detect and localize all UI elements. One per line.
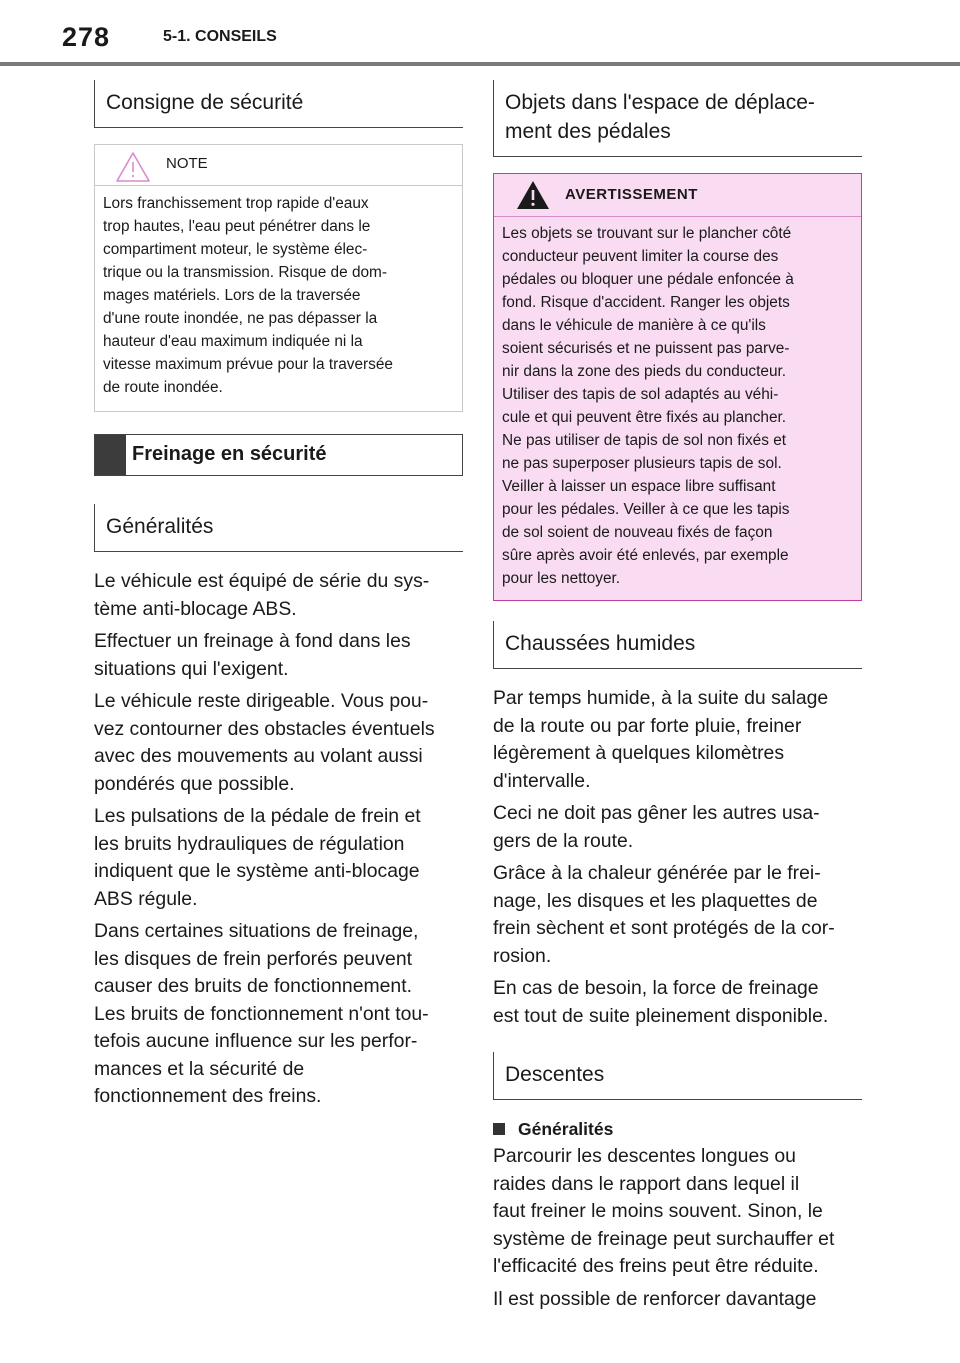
text-line: raides dans le rapport dans lequel il bbox=[493, 1172, 800, 1195]
note-line: trop hautes, l'eau peut pénétrer dans le bbox=[103, 218, 371, 235]
warning-line: dans le véhicule de manière à ce qu'ils bbox=[502, 317, 766, 334]
note-line: mages matériels. Lors de la traversée bbox=[103, 287, 361, 304]
warning-line: ne pas superposer plusieurs tapis de sol. bbox=[502, 455, 782, 472]
warning-line: pour les nettoyer. bbox=[502, 570, 621, 587]
note-line: d'une route inondée, ne pas dépasser la bbox=[103, 310, 378, 327]
page-number: 278 bbox=[62, 22, 111, 52]
warning-line: pour les pédales. Veiller à ce que les tapis bbox=[502, 501, 790, 518]
note-line: de route inondée. bbox=[103, 379, 223, 396]
warning-line: de sol soient de nouveau fixés de façon bbox=[502, 524, 773, 541]
warning-line: fond. Risque d'accident. Ranger les objets bbox=[502, 294, 790, 311]
warning-triangle-icon bbox=[516, 180, 550, 210]
text-line: causer des bruits de fonctionnement. bbox=[94, 975, 412, 997]
text-line: gers de la route. bbox=[493, 829, 634, 852]
text-line: avec des mouvements au volant aussi bbox=[94, 745, 423, 767]
square-bullet-icon bbox=[493, 1123, 505, 1135]
text-line: Grâce à la chaleur générée par le frei- bbox=[493, 862, 821, 884]
text-line: Les bruits de fonctionnement n'ont tou- bbox=[94, 1002, 429, 1025]
header-rule bbox=[0, 62, 960, 66]
pedal-objects-heading bbox=[493, 80, 862, 157]
note-line: trique ou la transmission. Risque de dom- bbox=[103, 264, 388, 281]
paragraph bbox=[493, 975, 862, 1030]
paragraph bbox=[94, 688, 463, 798]
paragraph bbox=[94, 628, 463, 683]
text-line: d'intervalle. bbox=[493, 769, 591, 792]
text-line: faut freiner le moins souvent. Sinon, le bbox=[493, 1200, 823, 1222]
text-line: Le véhicule reste dirigeable. Vous pou- bbox=[94, 690, 429, 712]
text-line: mances et la sécurité de bbox=[94, 1057, 305, 1080]
text-line: frein sèchent et sont protégés de la cor- bbox=[493, 917, 835, 939]
heading-block-marker bbox=[95, 435, 126, 475]
page-header bbox=[0, 0, 960, 66]
warning-label: AVERTISSEMENT bbox=[565, 186, 698, 203]
text-line: Dans certaines situations de freinage, bbox=[94, 920, 419, 942]
general-heading: Généralités bbox=[94, 504, 463, 552]
text-line: Effectuer un freinage à fond dans les bbox=[94, 630, 411, 652]
caution-triangle-icon bbox=[115, 151, 151, 183]
note-box bbox=[94, 144, 463, 412]
warning-line: Veiller à laisser un espace libre suffisant bbox=[502, 478, 776, 495]
left-column bbox=[94, 80, 463, 1116]
text-line: situations qui l'exigent. bbox=[94, 657, 289, 680]
text-line: tefois aucune influence sur les perfor- bbox=[94, 1030, 418, 1052]
text-line: Les pulsations de la pédale de frein et bbox=[94, 805, 421, 827]
text-line: de la route ou par forte pluie, freiner bbox=[493, 714, 802, 737]
heading-line: ment des pédales bbox=[505, 120, 671, 143]
safety-heading: Consigne de sécurité bbox=[94, 80, 463, 128]
note-line: compartiment moteur, le système élec- bbox=[103, 241, 368, 258]
warning-line: cule et qui peuvent être fixés au plancher. bbox=[502, 409, 787, 426]
heading-line: Objets dans l'espace de déplace- bbox=[505, 91, 815, 114]
braking-main-heading bbox=[94, 434, 463, 476]
text-line: fonctionnement des freins. bbox=[94, 1085, 322, 1107]
note-header bbox=[95, 145, 462, 186]
text-line: légèrement à quelques kilomètres bbox=[493, 742, 785, 764]
warning-line: conducteur peuvent limiter la course des bbox=[502, 248, 779, 265]
note-text bbox=[95, 186, 462, 411]
text-line: tème anti-blocage ABS. bbox=[94, 597, 297, 620]
paragraph bbox=[94, 568, 463, 623]
text-line: ABS régule. bbox=[94, 887, 198, 910]
text-line: est tout de suite pleinement disponible. bbox=[493, 1004, 829, 1027]
note-line: Lors franchissement trop rapide d'eaux bbox=[103, 195, 369, 212]
right-column bbox=[493, 80, 862, 1318]
paragraph bbox=[493, 1286, 862, 1314]
paragraph bbox=[94, 803, 463, 913]
braking-heading-text: Freinage en sécurité bbox=[132, 443, 327, 465]
text-line: indiquent que le système anti-blocage bbox=[94, 860, 420, 882]
paragraph bbox=[493, 685, 862, 795]
text-line: En cas de besoin, la force de freinage bbox=[493, 977, 819, 999]
warning-text bbox=[494, 217, 861, 600]
warning-line: Utiliser des tapis de sol adaptés au véhi- bbox=[502, 386, 779, 403]
text-line: Ceci ne doit pas gêner les autres usa- bbox=[493, 802, 820, 824]
paragraph bbox=[493, 860, 862, 970]
section-label: 5-1. CONSEILS bbox=[163, 28, 277, 45]
wet-roads-heading: Chaussées humides bbox=[493, 621, 862, 669]
text-line: les bruits hydrauliques de régulation bbox=[94, 832, 405, 855]
warning-header bbox=[494, 174, 861, 217]
text-line: pondérés que possible. bbox=[94, 772, 295, 795]
warning-line: sûre après avoir été enlevés, par exemple bbox=[502, 547, 789, 564]
warning-line: Ne pas utiliser de tapis de sol non fixés et bbox=[502, 432, 787, 449]
descents-heading: Descentes bbox=[493, 1052, 862, 1100]
text-line: système de freinage peut surchauffer et bbox=[493, 1227, 835, 1250]
note-line: hauteur d'eau maximum indiquée ni la bbox=[103, 333, 363, 350]
warning-box bbox=[493, 173, 862, 601]
text-line: Par temps humide, à la suite du salage bbox=[493, 687, 829, 709]
paragraph bbox=[94, 918, 463, 1111]
warning-line: pédales ou bloquer une pédale enfoncée à bbox=[502, 271, 794, 288]
paragraph bbox=[493, 800, 862, 855]
note-line: vitesse maximum prévue pour la traversée bbox=[103, 356, 393, 373]
warning-line: nir dans la zone des pieds du conducteur. bbox=[502, 363, 787, 380]
text-line: Le véhicule est équipé de série du sys- bbox=[94, 570, 430, 592]
descents-general-bullet bbox=[493, 1116, 862, 1143]
bullet-title-text: Généralités bbox=[518, 1119, 614, 1139]
text-line: Il est possible de renforcer davantage bbox=[493, 1287, 817, 1310]
text-line: les disques de frein perforés peuvent bbox=[94, 947, 412, 970]
text-line: rosion. bbox=[493, 944, 552, 967]
text-line: nage, les disques et les plaquettes de bbox=[493, 889, 818, 912]
warning-line: soient sécurisés et ne puissent pas parve- bbox=[502, 340, 790, 357]
note-label: NOTE bbox=[166, 155, 208, 172]
text-line: l'efficacité des freins peut être réduite. bbox=[493, 1255, 819, 1277]
text-line: vez contourner des obstacles éventuels bbox=[94, 717, 435, 740]
paragraph bbox=[493, 1143, 862, 1281]
warning-line: Les objets se trouvant sur le plancher côté bbox=[502, 225, 792, 242]
text-line: Parcourir les descentes longues ou bbox=[493, 1145, 796, 1167]
